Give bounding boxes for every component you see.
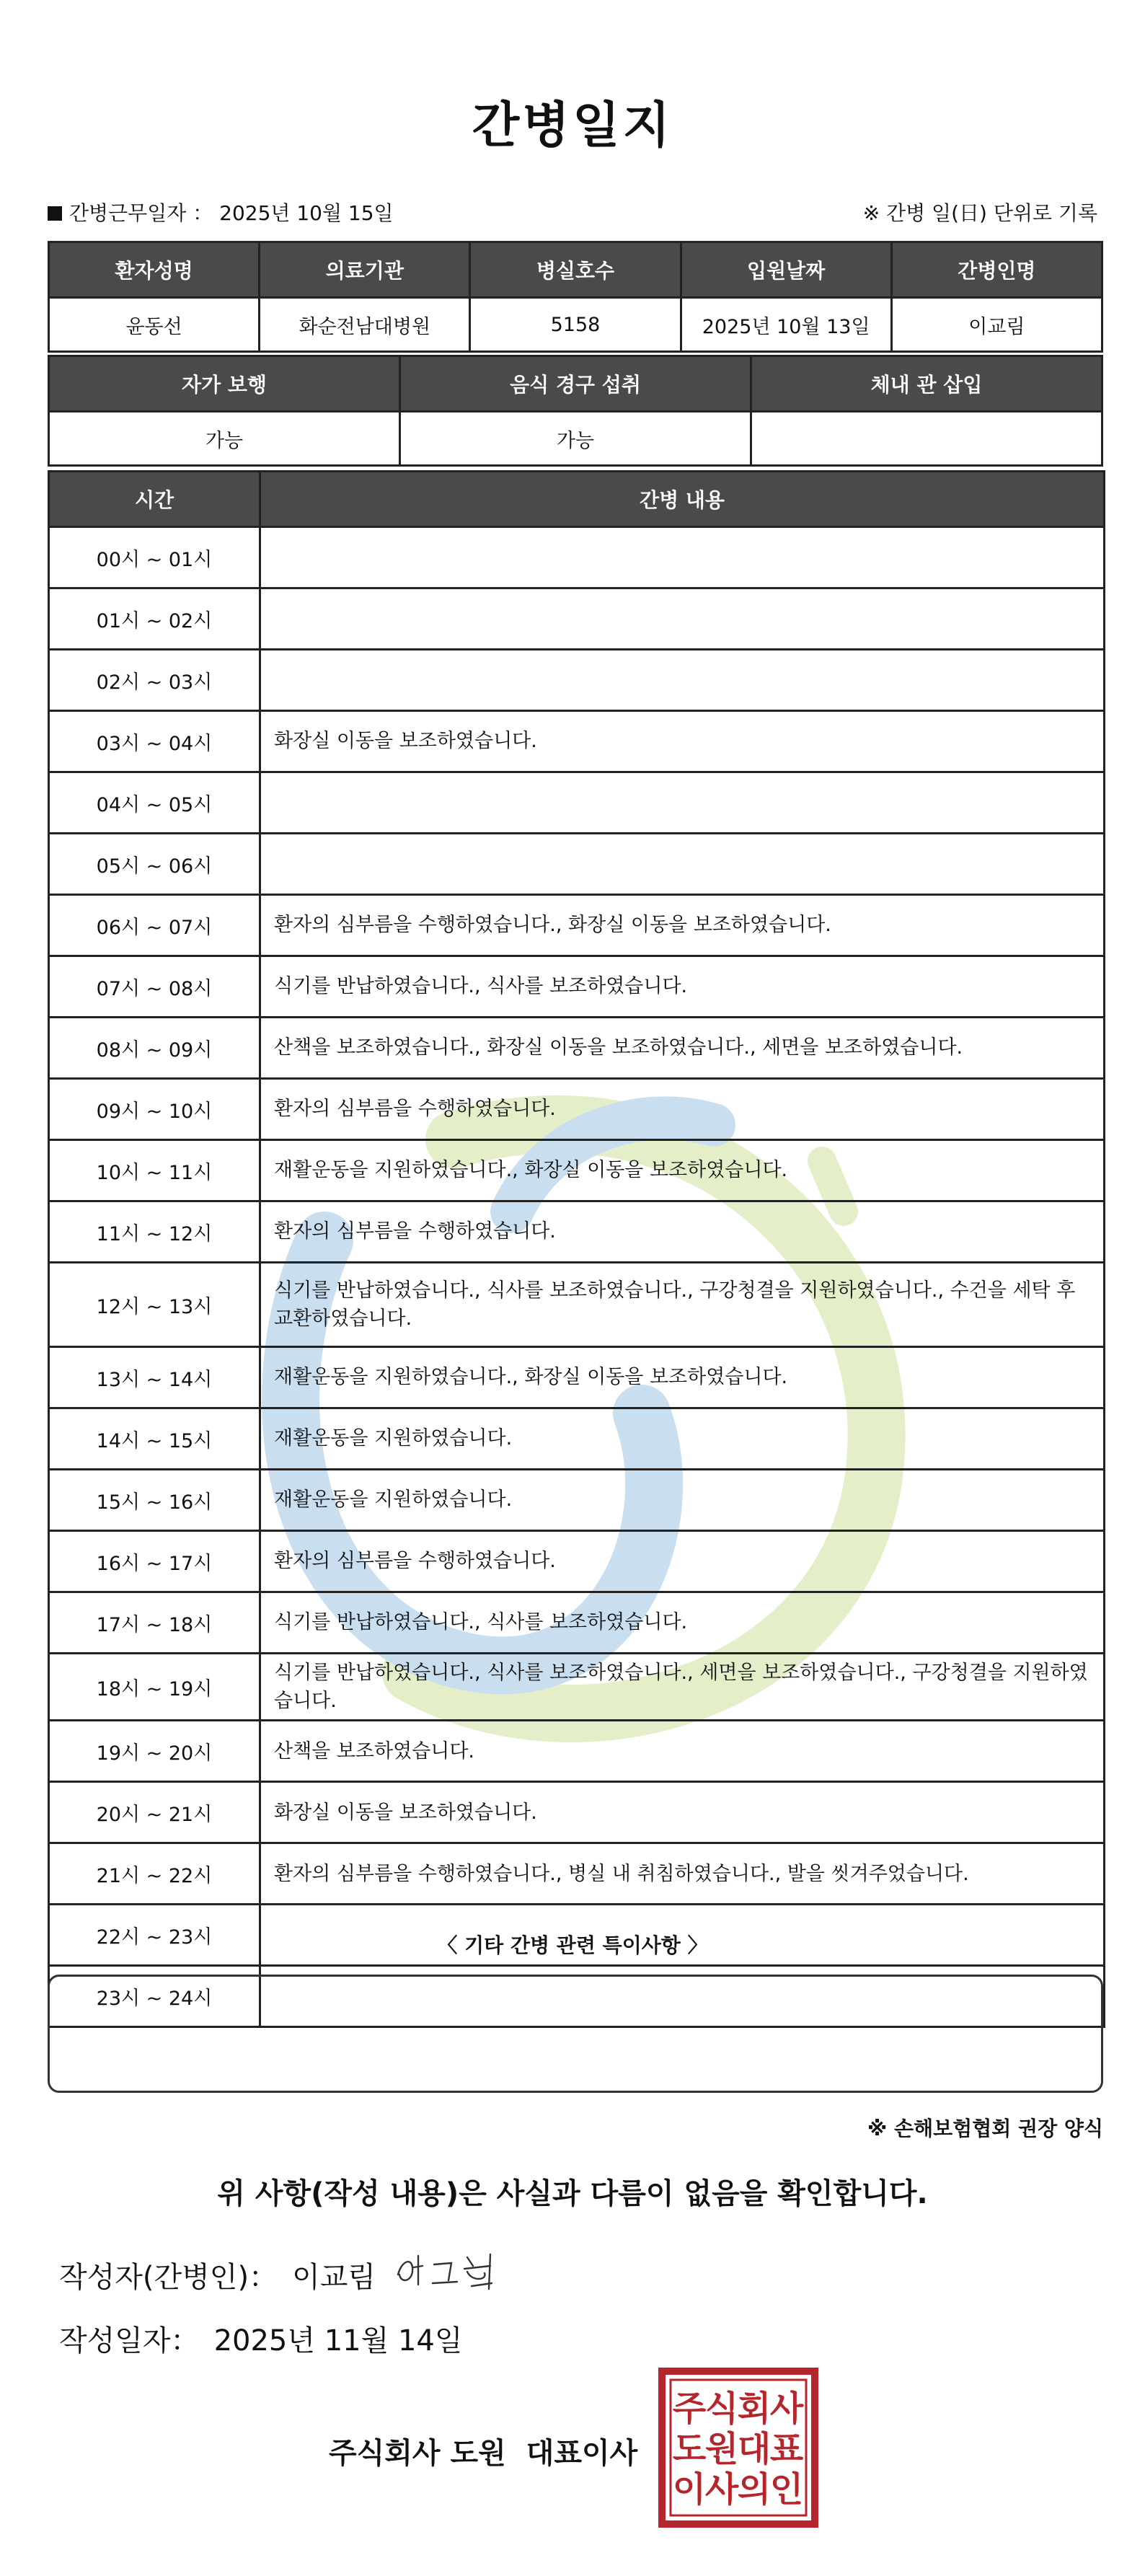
log-content: 재활운동을 지원하였습니다. bbox=[260, 1408, 1105, 1470]
log-content: 환자의 심부름을 수행하였습니다. bbox=[260, 1079, 1105, 1140]
log-content: 환자의 심부름을 수행하였습니다., 병실 내 취침하였습니다., 발을 씻겨주었습니다. bbox=[260, 1843, 1105, 1905]
company-name: 주식회사 도원 bbox=[329, 2437, 506, 2470]
company-line bbox=[329, 2430, 637, 2471]
writer-name: 이교림 bbox=[292, 2261, 376, 2294]
oral-intake-value: 가능 bbox=[400, 412, 751, 466]
seal-character: 사 bbox=[704, 2469, 739, 2510]
log-row bbox=[49, 956, 1105, 1018]
log-row bbox=[49, 834, 1105, 895]
patient-header-row bbox=[49, 242, 1102, 298]
special-notes-title: 〈 기타 간병 관련 특이사항 〉 bbox=[437, 1933, 708, 1957]
log-row bbox=[49, 1018, 1105, 1079]
log-content bbox=[260, 650, 1105, 711]
seal-character: 회 bbox=[737, 2388, 772, 2429]
header-caregiver: 간병인명 bbox=[891, 242, 1102, 298]
header-self-walking: 자가 보행 bbox=[49, 356, 400, 412]
log-content: 식기를 반납하였습니다., 식사를 보조하였습니다. bbox=[260, 1592, 1105, 1654]
log-row bbox=[49, 1470, 1105, 1531]
confirmation-statement: 위 사항(작성 내용)은 사실과 다름이 없음을 확인합니다. bbox=[217, 2177, 928, 2210]
log-time: 00시 ~ 01시 bbox=[49, 527, 260, 588]
log-row bbox=[49, 711, 1105, 772]
log-row bbox=[49, 1347, 1105, 1408]
log-header-row bbox=[49, 472, 1105, 527]
log-time: 08시 ~ 09시 bbox=[49, 1018, 260, 1079]
log-time: 09시 ~ 10시 bbox=[49, 1079, 260, 1140]
log-row bbox=[49, 650, 1105, 711]
patient-info-table bbox=[48, 241, 1103, 353]
bullet-square-icon bbox=[48, 206, 62, 221]
status-value-row bbox=[49, 412, 1102, 466]
log-row bbox=[49, 1592, 1105, 1654]
log-content: 환자의 심부름을 수행하였습니다., 화장실 이동을 보조하였습니다. bbox=[260, 895, 1105, 956]
log-row bbox=[49, 1782, 1105, 1843]
log-time: 05시 ~ 06시 bbox=[49, 834, 260, 895]
header-time: 시간 bbox=[49, 472, 260, 527]
log-row bbox=[49, 1654, 1105, 1721]
log-time: 11시 ~ 12시 bbox=[49, 1201, 260, 1263]
seal-character: 의 bbox=[737, 2469, 772, 2510]
room-number: 5158 bbox=[470, 298, 681, 352]
seal-character: 도 bbox=[672, 2429, 707, 2469]
patient-value-row bbox=[49, 298, 1102, 352]
log-time: 10시 ~ 11시 bbox=[49, 1140, 260, 1201]
log-time: 22시 ~ 23시 bbox=[49, 1905, 260, 1966]
seal-character: 인 bbox=[769, 2469, 804, 2510]
patient-status-table bbox=[48, 355, 1103, 467]
log-row bbox=[49, 588, 1105, 650]
header-oral-intake: 음식 경구 섭취 bbox=[400, 356, 751, 412]
header-tube-insertion: 체내 관 삽입 bbox=[751, 356, 1102, 412]
log-content: 화장실 이동을 보조하였습니다. bbox=[260, 1782, 1105, 1843]
log-time: 20시 ~ 21시 bbox=[49, 1782, 260, 1843]
page-title: 간병일지 bbox=[472, 97, 673, 154]
log-content: 산책을 보조하였습니다., 화장실 이동을 보조하였습니다., 세면을 보조하였습니다. bbox=[260, 1018, 1105, 1079]
log-time: 07시 ~ 08시 bbox=[49, 956, 260, 1018]
log-content: 환자의 심부름을 수행하였습니다. bbox=[260, 1531, 1105, 1592]
patient-name: 윤동선 bbox=[49, 298, 260, 352]
log-row bbox=[49, 1843, 1105, 1905]
log-time: 14시 ~ 15시 bbox=[49, 1408, 260, 1470]
recommend-note: ※ 손해보험협회 권장 양식 bbox=[867, 2117, 1103, 2140]
log-content bbox=[260, 834, 1105, 895]
unit-note: ※ 간병 일(日) 단위로 기록 bbox=[862, 201, 1097, 225]
seal-character: 표 bbox=[769, 2429, 804, 2469]
log-time: 13시 ~ 14시 bbox=[49, 1347, 260, 1408]
log-content: 재활운동을 지원하였습니다. bbox=[260, 1470, 1105, 1531]
log-row bbox=[49, 772, 1105, 834]
header-room: 병실호수 bbox=[470, 242, 681, 298]
work-date bbox=[48, 198, 394, 226]
log-content: 환자의 심부름을 수행하였습니다. bbox=[260, 1201, 1105, 1263]
log-content: 화장실 이동을 보조하였습니다. bbox=[260, 711, 1105, 772]
seal-character: 주 bbox=[672, 2388, 707, 2429]
seal-character: 원 bbox=[704, 2429, 739, 2469]
log-content bbox=[260, 527, 1105, 588]
log-row bbox=[49, 1079, 1105, 1140]
header-hospital: 의료기관 bbox=[260, 242, 470, 298]
log-content: 식기를 반납하였습니다., 식사를 보조하였습니다., 구강청결을 지원하였습니다., 수건을 세탁 후 교환하였습니다. bbox=[260, 1263, 1105, 1347]
log-content: 식기를 반납하였습니다., 식사를 보조하였습니다. bbox=[260, 956, 1105, 1018]
log-content bbox=[260, 772, 1105, 834]
seal-character: 사 bbox=[769, 2388, 804, 2429]
log-content: 재활운동을 지원하였습니다., 화장실 이동을 보조하였습니다. bbox=[260, 1140, 1105, 1201]
seal-character: 대 bbox=[737, 2429, 772, 2469]
log-row bbox=[49, 1721, 1105, 1782]
log-time: 03시 ~ 04시 bbox=[49, 711, 260, 772]
log-row bbox=[49, 1263, 1105, 1347]
seal-character: 이 bbox=[672, 2469, 707, 2510]
log-time: 01시 ~ 02시 bbox=[49, 588, 260, 650]
header-patient-name: 환자성명 bbox=[49, 242, 260, 298]
written-date-line bbox=[59, 2318, 463, 2359]
work-date-label: 간병근무일자 bbox=[69, 201, 187, 225]
self-walking-value: 가능 bbox=[49, 412, 400, 466]
log-time: 23시 ~ 24시 bbox=[49, 1966, 260, 2027]
written-date-value: 2025년 11월 14일 bbox=[213, 2324, 463, 2357]
log-row bbox=[49, 1140, 1105, 1201]
log-content: 산책을 보조하였습니다. bbox=[260, 1721, 1105, 1782]
log-time: 16시 ~ 17시 bbox=[49, 1531, 260, 1592]
work-date-separator: ： bbox=[193, 201, 213, 225]
caregiver-name: 이교림 bbox=[891, 298, 1102, 352]
special-notes-box bbox=[48, 1975, 1103, 2093]
hospital-name: 화순전남대병원 bbox=[260, 298, 470, 352]
representative-title: 대표이사 bbox=[526, 2437, 638, 2470]
handwritten-signature bbox=[392, 2246, 508, 2296]
care-log-table bbox=[48, 470, 1105, 2028]
log-row bbox=[49, 527, 1105, 588]
log-time: 15시 ~ 16시 bbox=[49, 1470, 260, 1531]
status-header-row bbox=[49, 356, 1102, 412]
seal-character: 식 bbox=[704, 2388, 739, 2429]
log-row bbox=[49, 1408, 1105, 1470]
work-date-value: 2025년 10월 15일 bbox=[219, 201, 394, 225]
log-row bbox=[49, 1531, 1105, 1592]
header-care-content: 간병 내용 bbox=[260, 472, 1105, 527]
log-time: 21시 ~ 22시 bbox=[49, 1843, 260, 1905]
writer-line bbox=[59, 2254, 376, 2295]
log-time: 12시 ~ 13시 bbox=[49, 1263, 260, 1347]
log-content: 재활운동을 지원하였습니다., 화장실 이동을 보조하였습니다. bbox=[260, 1347, 1105, 1408]
header-admission-date: 입원날짜 bbox=[681, 242, 891, 298]
log-time: 02시 ~ 03시 bbox=[49, 650, 260, 711]
log-time: 18시 ~ 19시 bbox=[49, 1654, 260, 1721]
writer-label: 작성자(간병인)： bbox=[59, 2261, 278, 2294]
log-row bbox=[49, 895, 1105, 956]
log-time: 04시 ~ 05시 bbox=[49, 772, 260, 834]
care-log-body bbox=[49, 527, 1105, 2027]
log-time: 06시 ~ 07시 bbox=[49, 895, 260, 956]
log-time: 17시 ~ 18시 bbox=[49, 1592, 260, 1654]
tube-insertion-value bbox=[751, 412, 1102, 466]
written-date-label: 작성일자： bbox=[59, 2324, 200, 2357]
admission-date: 2025년 10월 13일 bbox=[681, 298, 891, 352]
log-content: 식기를 반납하였습니다., 식사를 보조하였습니다., 세면을 보조하였습니다., 구강청결을 지원하였습니다. bbox=[260, 1654, 1105, 1721]
company-seal-stamp bbox=[656, 2365, 821, 2530]
log-time: 19시 ~ 20시 bbox=[49, 1721, 260, 1782]
log-row bbox=[49, 1201, 1105, 1263]
log-content bbox=[260, 588, 1105, 650]
